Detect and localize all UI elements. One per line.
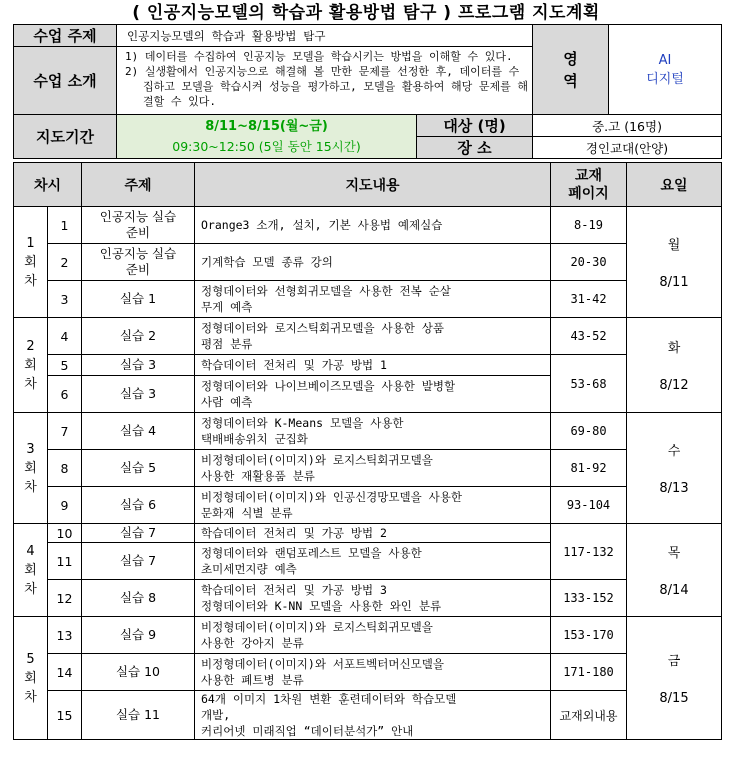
lesson-number: 4 xyxy=(48,318,82,355)
lesson-number: 8 xyxy=(48,450,82,487)
period-line1: 8/11~8/15(월~금) xyxy=(205,118,328,134)
lesson-subject: 실습 3 xyxy=(82,355,195,376)
lesson-content: 비정형데이터(이미지)와 로지스틱회귀모델을 사용한 재활용품 분류 xyxy=(195,450,551,487)
lesson-content: 학습데이터 전처리 및 가공 방법 1 xyxy=(195,355,551,376)
lesson-subject: 실습 7 xyxy=(82,524,195,543)
day-date: 8/11 xyxy=(659,275,689,290)
schedule-row xyxy=(14,450,722,487)
lesson-content: Orange3 소개, 설치, 기본 사용법 예제실습 xyxy=(195,207,551,244)
schedule-row xyxy=(14,318,722,355)
day-name: 월 xyxy=(667,238,681,253)
day-date: 8/13 xyxy=(659,481,689,496)
intro-label: 수업 소개 xyxy=(14,47,117,115)
lesson-content: 학습데이터 전처리 및 가공 방법 3 정형데이터와 K-NN 모델을 사용한 와인 분류 xyxy=(195,580,551,617)
schedule-row xyxy=(14,580,722,617)
day-cell xyxy=(627,207,722,318)
lesson-subject: 실습 9 xyxy=(82,617,195,654)
intro-line-2: 2) 실생활에서 인공지능으로 해결해 볼 만한 문제를 선정한 후, 데이터를 수집하고 모델을 학습시켜 성능을 평가하고, 모델을 활용하여 해당 문제를 해결할 수 있다. xyxy=(125,65,529,108)
header-session: 차시 xyxy=(14,163,82,207)
topic-label: 수업 주제 xyxy=(14,25,117,47)
area-label xyxy=(533,25,609,115)
header-pages: 교재 페이지 xyxy=(551,163,627,207)
area-value-line1: AI xyxy=(658,52,672,68)
session-group-label: 1 회 차 xyxy=(14,207,48,318)
lesson-subject: 실습 1 xyxy=(82,281,195,318)
schedule-row xyxy=(14,487,722,524)
schedule-row xyxy=(14,654,722,691)
lesson-number: 3 xyxy=(48,281,82,318)
intro-line-1: 1) 데이터를 수집하여 인공지능 모델을 학습시키는 방법을 이해할 수 있다. xyxy=(125,50,513,63)
day-cell xyxy=(627,318,722,413)
lesson-pages: 69-80 xyxy=(551,413,627,450)
lesson-number: 9 xyxy=(48,487,82,524)
lesson-pages: 133-152 xyxy=(551,580,627,617)
topic-value: 인공지능모델의 학습과 활용방법 탐구 xyxy=(117,25,533,47)
session-group-label: 4 회 차 xyxy=(14,524,48,617)
schedule-row xyxy=(14,207,722,244)
day-date: 8/15 xyxy=(659,691,689,706)
lesson-subject: 실습 6 xyxy=(82,487,195,524)
schedule-row xyxy=(14,617,722,654)
lesson-pages: 117-132 xyxy=(551,524,627,580)
period-value xyxy=(117,115,417,159)
lesson-content: 비정형데이터(이미지)와 인공신경망모델을 사용한 문화재 식별 분류 xyxy=(195,487,551,524)
lesson-subject: 실습 10 xyxy=(82,654,195,691)
info-table xyxy=(13,24,722,159)
lesson-content: 정형데이터와 K-Means 모델을 사용한 택배배송위치 군집화 xyxy=(195,413,551,450)
day-name: 수 xyxy=(667,444,681,459)
lesson-content: 64개 이미지 1차원 변환 훈련데이터와 학습모델 개발, 커리어넷 미래직업 “데이터분석가” 안내 xyxy=(195,691,551,740)
intro-value xyxy=(117,47,533,115)
lesson-number: 1 xyxy=(48,207,82,244)
target-value: 중.고 (16명) xyxy=(533,115,722,137)
lesson-subject: 실습 7 xyxy=(82,543,195,580)
day-name: 목 xyxy=(667,546,681,561)
lesson-subject: 인공지능 실습 준비 xyxy=(82,244,195,281)
lesson-pages: 20-30 xyxy=(551,244,627,281)
lesson-subject: 실습 8 xyxy=(82,580,195,617)
lesson-pages: 93-104 xyxy=(551,487,627,524)
target-label: 대상 (명) xyxy=(417,115,533,137)
area-value xyxy=(609,25,722,115)
lesson-content: 비정형데이터(이미지)와 로지스틱회귀모델을 사용한 강아지 분류 xyxy=(195,617,551,654)
lesson-content: 정형데이터와 로지스틱회귀모델을 사용한 상품 평점 분류 xyxy=(195,318,551,355)
lesson-number: 15 xyxy=(48,691,82,740)
lesson-subject: 실습 4 xyxy=(82,413,195,450)
place-label: 장 소 xyxy=(417,137,533,159)
period-label: 지도기간 xyxy=(14,115,117,159)
schedule-row xyxy=(14,524,722,543)
day-date: 8/14 xyxy=(659,583,689,598)
lesson-pages: 153-170 xyxy=(551,617,627,654)
lesson-pages: 171-180 xyxy=(551,654,627,691)
schedule-row xyxy=(14,355,722,376)
lesson-number: 5 xyxy=(48,355,82,376)
day-name: 화 xyxy=(667,341,681,356)
document-title: ( 인공지능모델의 학습과 활용방법 탐구 ) 프로그램 지도계획 xyxy=(132,3,600,23)
lesson-content: 정형데이터와 나이브베이즈모델을 사용한 발병할 사람 예측 xyxy=(195,376,551,413)
day-cell xyxy=(627,524,722,617)
lesson-content: 정형데이터와 랜덤포레스트 모델을 사용한 초미세먼지량 예측 xyxy=(195,543,551,580)
lesson-subject: 실습 5 xyxy=(82,450,195,487)
lesson-subject: 실습 2 xyxy=(82,318,195,355)
lesson-pages: 31-42 xyxy=(551,281,627,318)
header-day: 요일 xyxy=(627,163,722,207)
lesson-content: 비정형데이터(이미지)와 서포트벡터머신모델을 사용한 폐트병 분류 xyxy=(195,654,551,691)
session-group-label: 2 회 차 xyxy=(14,318,48,413)
lesson-pages: 8-19 xyxy=(551,207,627,244)
lesson-number: 13 xyxy=(48,617,82,654)
lesson-number: 12 xyxy=(48,580,82,617)
day-cell xyxy=(627,413,722,524)
schedule-row xyxy=(14,281,722,318)
day-cell xyxy=(627,617,722,740)
schedule-row xyxy=(14,244,722,281)
lesson-subject: 인공지능 실습 준비 xyxy=(82,207,195,244)
lesson-content: 학습데이터 전처리 및 가공 방법 2 xyxy=(195,524,551,543)
header-subject: 주제 xyxy=(82,163,195,207)
lesson-pages: 43-52 xyxy=(551,318,627,355)
lesson-subject: 실습 3 xyxy=(82,376,195,413)
session-group-label: 5 회 차 xyxy=(14,617,48,740)
lesson-subject: 실습 11 xyxy=(82,691,195,740)
lesson-number: 6 xyxy=(48,376,82,413)
lesson-pages: 53-68 xyxy=(551,355,627,413)
lesson-content: 기계학습 모델 종류 강의 xyxy=(195,244,551,281)
lesson-pages: 81-92 xyxy=(551,450,627,487)
lesson-number: 2 xyxy=(48,244,82,281)
period-line2: 09:30~12:50 (5일 동안 15시간) xyxy=(172,138,361,154)
lesson-pages: 교재외내용 xyxy=(551,691,627,740)
lesson-number: 7 xyxy=(48,413,82,450)
lesson-content: 정형데이터와 선형회귀모델을 사용한 전복 순살 무게 예측 xyxy=(195,281,551,318)
area-value-line2: 디지털 xyxy=(646,71,684,87)
header-content: 지도내용 xyxy=(195,163,551,207)
schedule-table xyxy=(13,162,722,740)
area-label-text: 영역 xyxy=(563,49,578,90)
schedule-row xyxy=(14,691,722,740)
place-value: 경인교대(안양) xyxy=(533,137,722,159)
day-date: 8/12 xyxy=(659,378,689,393)
schedule-row xyxy=(14,413,722,450)
lesson-number: 11 xyxy=(48,543,82,580)
day-name: 금 xyxy=(667,654,681,669)
lesson-number: 10 xyxy=(48,524,82,543)
session-group-label: 3 회 차 xyxy=(14,413,48,524)
lesson-number: 14 xyxy=(48,654,82,691)
